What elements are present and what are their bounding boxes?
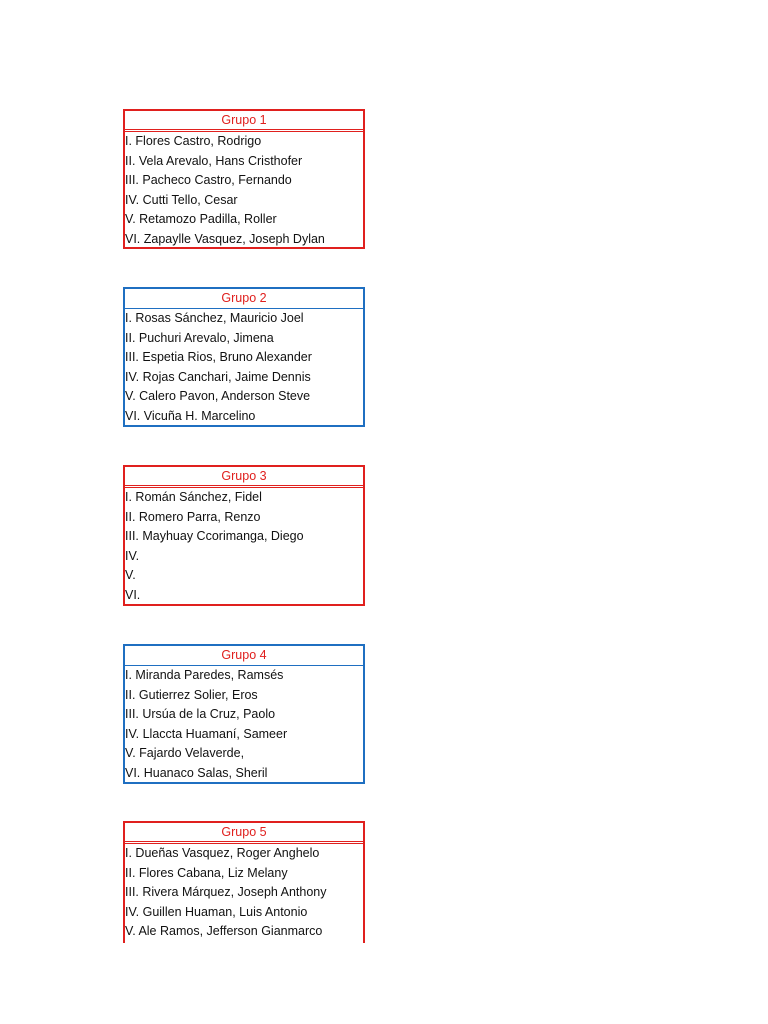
member-row: V. Ale Ramos, Jefferson Gianmarco bbox=[125, 924, 323, 939]
group-title: Grupo 1 bbox=[125, 111, 363, 132]
member-row: III. Rivera Márquez, Joseph Anthony bbox=[125, 885, 327, 900]
member-row: IV. bbox=[125, 548, 140, 563]
member-row: V. bbox=[125, 568, 136, 583]
member-row: II. Flores Cabana, Liz Melany bbox=[125, 865, 288, 880]
member-row: I. Rosas Sánchez, Mauricio Joel bbox=[125, 311, 304, 325]
member-row: II. Vela Arevalo, Hans Cristhofer bbox=[125, 153, 303, 168]
member-row: I. Flores Castro, Rodrigo bbox=[125, 134, 262, 148]
group-box-2 bbox=[123, 287, 365, 427]
member-row: IV. Cutti Tello, Cesar bbox=[125, 192, 238, 207]
member-row: III. Espetia Rios, Bruno Alexander bbox=[125, 350, 312, 365]
group-title: Grupo 4 bbox=[125, 646, 363, 666]
group-box-4 bbox=[123, 644, 365, 784]
member-row: V. Retamozo Padilla, Roller bbox=[125, 212, 277, 227]
member-row: II. Romero Parra, Renzo bbox=[125, 509, 261, 524]
member-row: VI. Zapaylle Vasquez, Joseph Dylan bbox=[125, 231, 325, 246]
member-row: VI. Huanaco Salas, Sheril bbox=[125, 765, 268, 780]
member-row: II. Puchuri Arevalo, Jimena bbox=[125, 330, 274, 345]
member-row: VI. bbox=[125, 587, 141, 602]
member-row: VI. Vicuña H. Marcelino bbox=[125, 408, 256, 423]
member-row: I. Miranda Paredes, Ramsés bbox=[125, 668, 284, 682]
member-row: I. Dueñas Vasquez, Roger Anghelo bbox=[125, 846, 320, 860]
member-row: IV. Rojas Canchari, Jaime Dennis bbox=[125, 369, 311, 384]
member-list bbox=[125, 666, 363, 784]
member-row: V. Calero Pavon, Anderson Steve bbox=[125, 389, 311, 404]
member-row: II. Gutierrez Solier, Eros bbox=[125, 687, 258, 702]
member-row: I. Román Sánchez, Fidel bbox=[125, 490, 262, 504]
member-list bbox=[125, 488, 363, 606]
member-row: III. Ursúa de la Cruz, Paolo bbox=[125, 707, 276, 722]
group-title: Grupo 2 bbox=[125, 289, 363, 309]
member-list bbox=[125, 309, 363, 427]
member-list bbox=[125, 132, 363, 250]
group-box-1 bbox=[123, 109, 365, 249]
member-row: IV. Llaccta Huamaní, Sameer bbox=[125, 726, 288, 741]
member-row: III. Mayhuay Ccorimanga, Diego bbox=[125, 529, 304, 544]
group-box-3 bbox=[123, 465, 365, 606]
member-list bbox=[125, 844, 363, 942]
member-row: IV. Guillen Huaman, Luis Antonio bbox=[125, 904, 308, 919]
member-row: V. Fajardo Velaverde, bbox=[125, 746, 245, 761]
group-title: Grupo 5 bbox=[125, 823, 363, 844]
group-box-5 bbox=[123, 821, 365, 943]
group-title: Grupo 3 bbox=[125, 467, 363, 488]
member-row: III. Pacheco Castro, Fernando bbox=[125, 173, 292, 188]
